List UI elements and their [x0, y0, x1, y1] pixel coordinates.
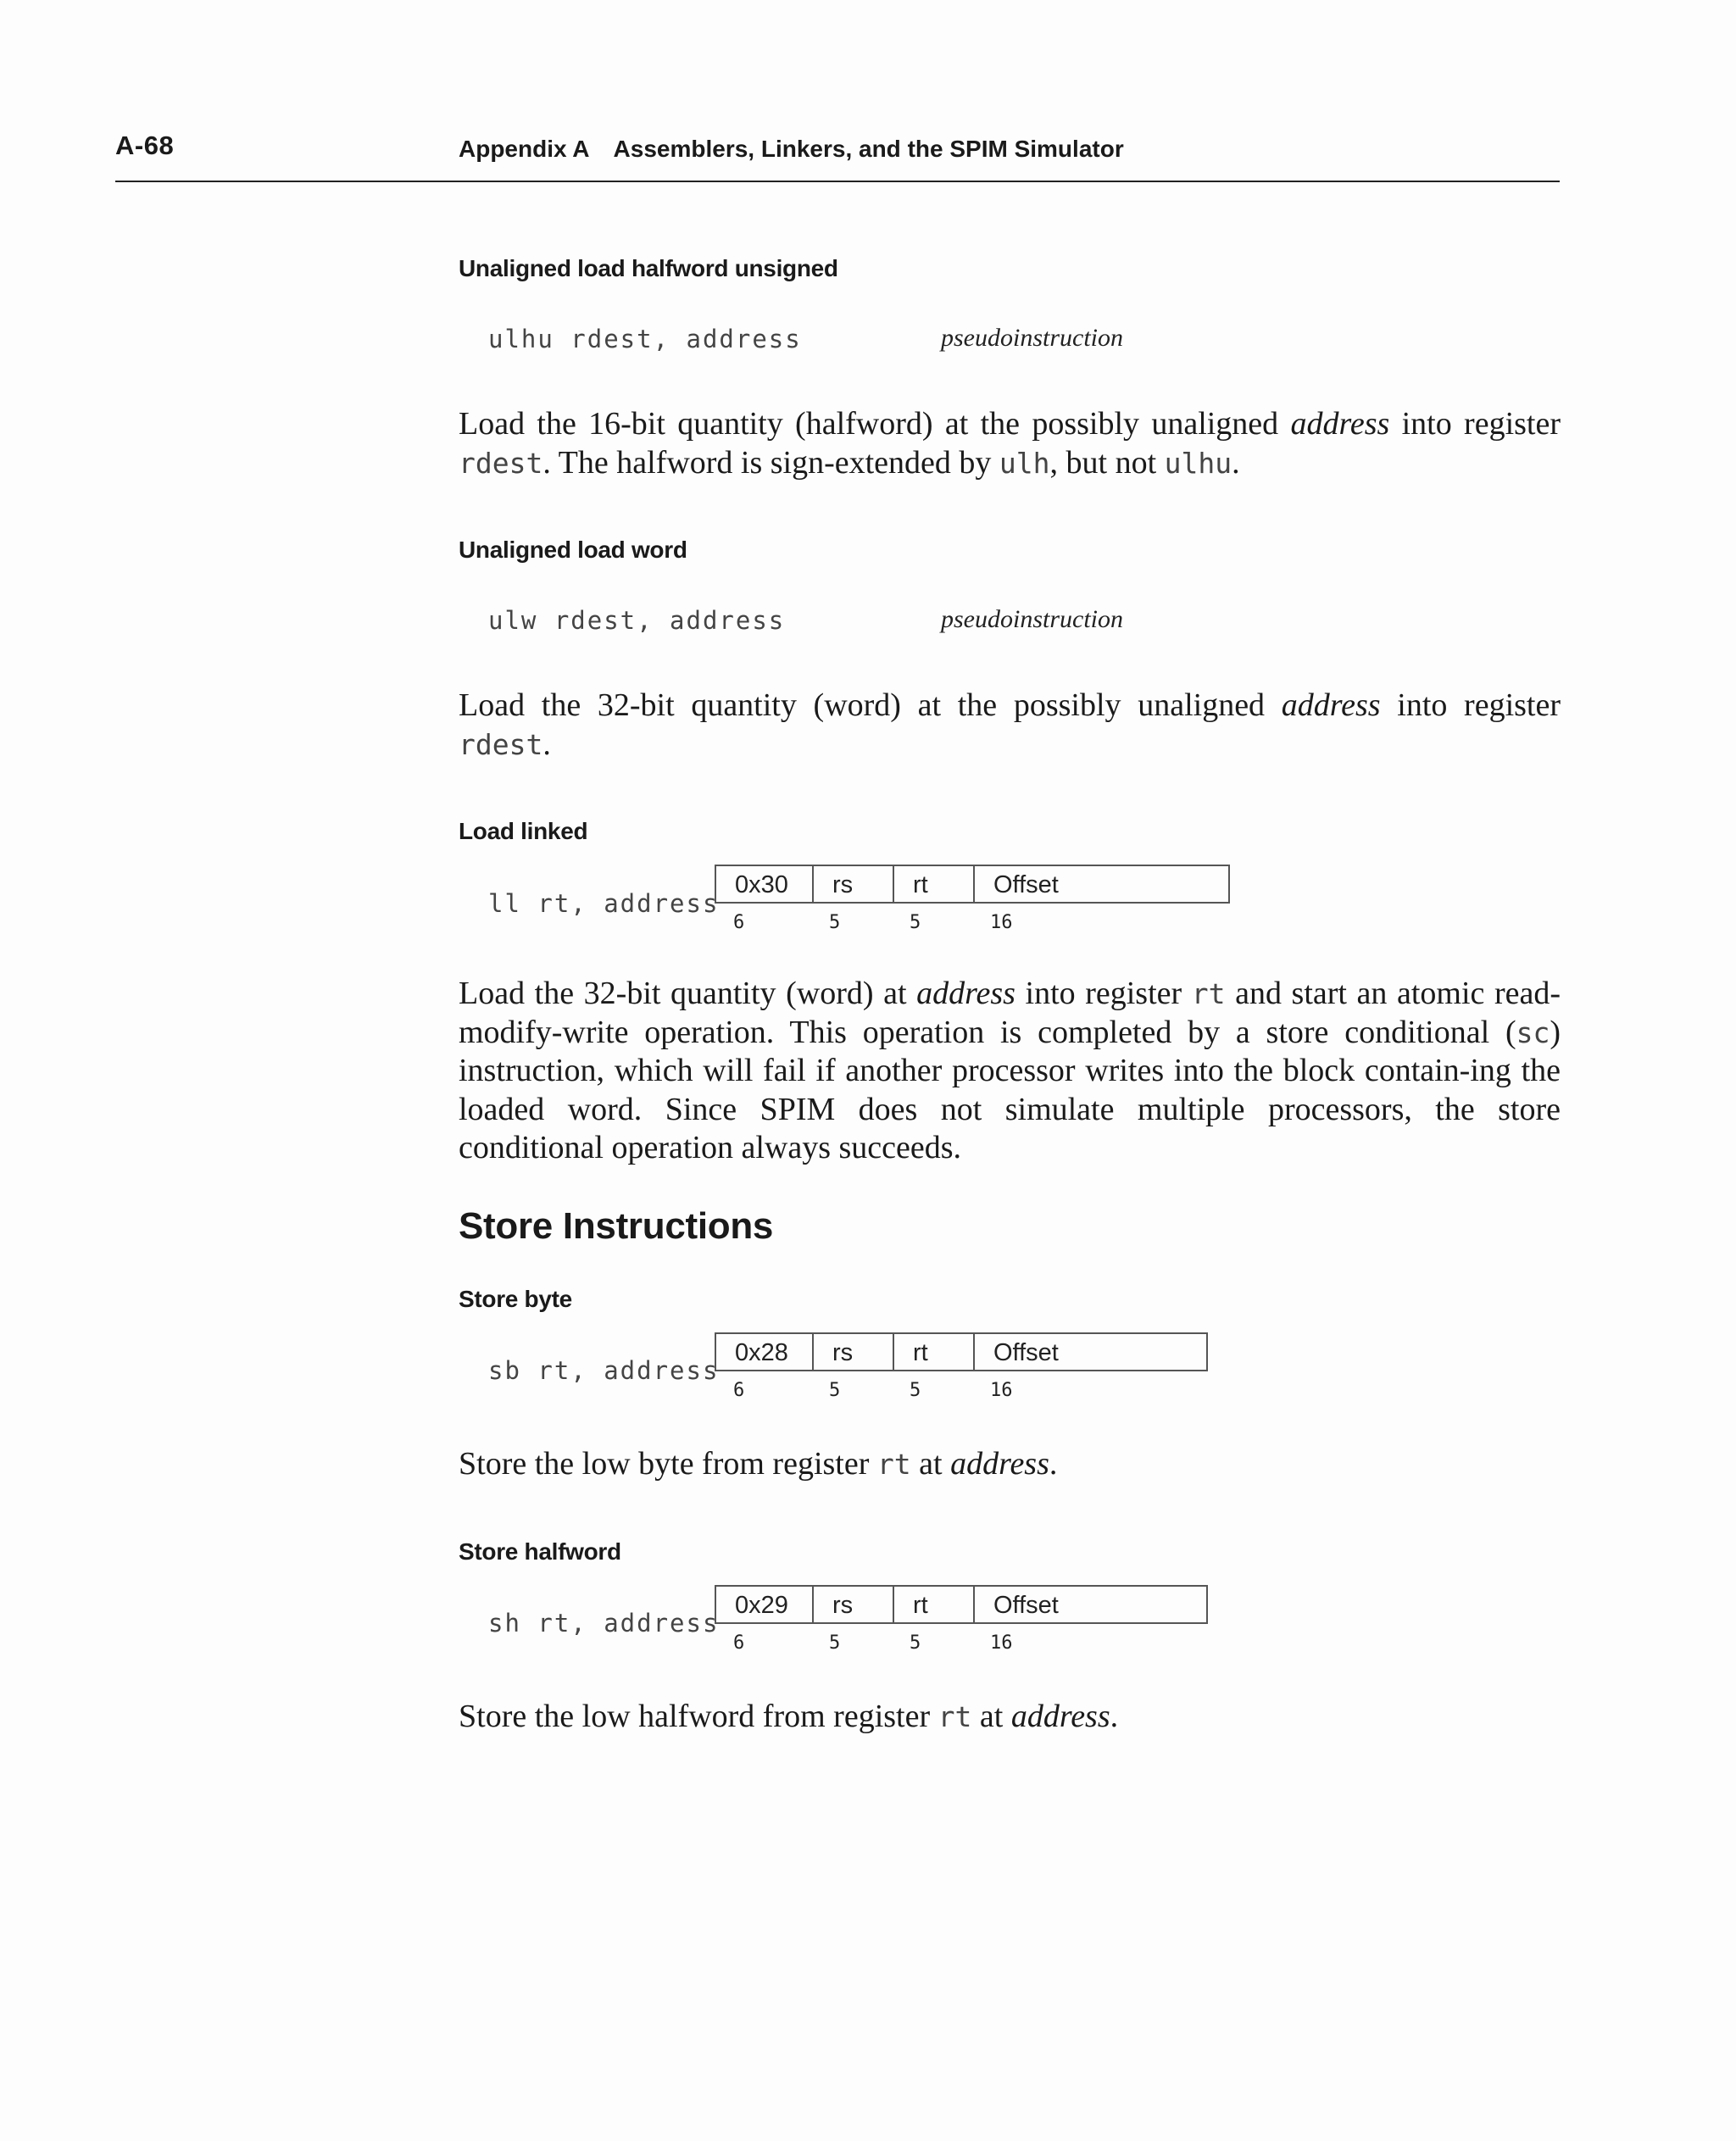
rt-field: rt	[894, 1334, 975, 1370]
description-sb: Store the low byte from register rt at address.	[459, 1446, 1058, 1482]
rt-field: rt	[894, 866, 975, 902]
encoding-ll	[715, 865, 1230, 937]
bit-width-rt: 5	[910, 1380, 921, 1401]
syntax-sb: sb rt, address	[488, 1356, 720, 1385]
bit-width-rt: 5	[910, 1632, 921, 1654]
offset-field: Offset	[993, 1592, 1059, 1619]
section-heading-sh: Store halfword	[459, 1538, 621, 1565]
section-heading-ll: Load linked	[459, 818, 588, 844]
syntax-ulhu: ulhu rdest, address	[488, 325, 802, 353]
chapter-title: Assemblers, Linkers, and the SPIM Simulator	[613, 136, 1124, 162]
bit-width-rs: 5	[829, 912, 841, 933]
page-number: A-68	[115, 131, 175, 160]
syntax-sh: sh rt, address	[488, 1609, 720, 1638]
pseudo-label-ulhu: pseudoinstruction	[941, 324, 1123, 352]
appendix-label: Appendix A	[459, 136, 590, 162]
rs-field: rs	[814, 1587, 894, 1622]
rt-field: rt	[894, 1587, 975, 1622]
header-rule	[115, 181, 1560, 182]
offset-field: Offset	[993, 871, 1059, 898]
rs-field: rs	[814, 1334, 894, 1370]
opcode-field: 0x28	[716, 1334, 814, 1370]
bit-width-rs: 5	[829, 1632, 841, 1654]
bit-width-opcode: 6	[733, 1632, 745, 1654]
opcode-field: 0x30	[716, 866, 814, 902]
rs-field: rs	[814, 866, 894, 902]
bit-width-offset: 16	[990, 1380, 1013, 1401]
description-ulw: Load the 32-bit quantity (word) at the possibly unaligned address into register rdest.	[459, 687, 1561, 762]
offset-field: Offset	[993, 1339, 1059, 1366]
running-header	[459, 136, 1124, 163]
bit-width-offset: 16	[990, 912, 1013, 933]
description-ulhu: Load the 16-bit quantity (halfword) at the possibly unaligned address into register rdest. The halfword is sign-extended by ulh, but not ulhu.	[459, 406, 1561, 481]
bit-width-opcode: 6	[733, 1380, 745, 1401]
pseudo-label-ulw: pseudoinstruction	[941, 605, 1123, 633]
section-heading-ulhu: Unaligned load halfword unsigned	[459, 255, 838, 281]
store-instructions-heading: Store Instructions	[459, 1205, 774, 1247]
bit-width-rs: 5	[829, 1380, 841, 1401]
section-heading-ulw: Unaligned load word	[459, 537, 687, 563]
description-sh: Store the low halfword from register rt at address.	[459, 1699, 1119, 1734]
opcode-field: 0x29	[716, 1587, 814, 1622]
bit-width-opcode: 6	[733, 912, 745, 933]
section-heading-sb: Store byte	[459, 1286, 572, 1312]
description-ll: Load the 32-bit quantity (word) at address into register rt and start an atomic read-modify-write operation. This operation is completed by a store conditional (sc) instruction, which will fail if another processor writes into the block contain-ing the loaded word. Since SPIM does not simulate multiple processors, the store conditional operation always succeeds.	[459, 976, 1561, 1165]
encoding-sh	[715, 1585, 1208, 1658]
syntax-ll: ll rt, address	[488, 889, 720, 918]
bit-width-offset: 16	[990, 1632, 1013, 1654]
encoding-sb	[715, 1332, 1208, 1405]
syntax-ulw: ulw rdest, address	[488, 606, 786, 635]
bit-width-rt: 5	[910, 912, 921, 933]
